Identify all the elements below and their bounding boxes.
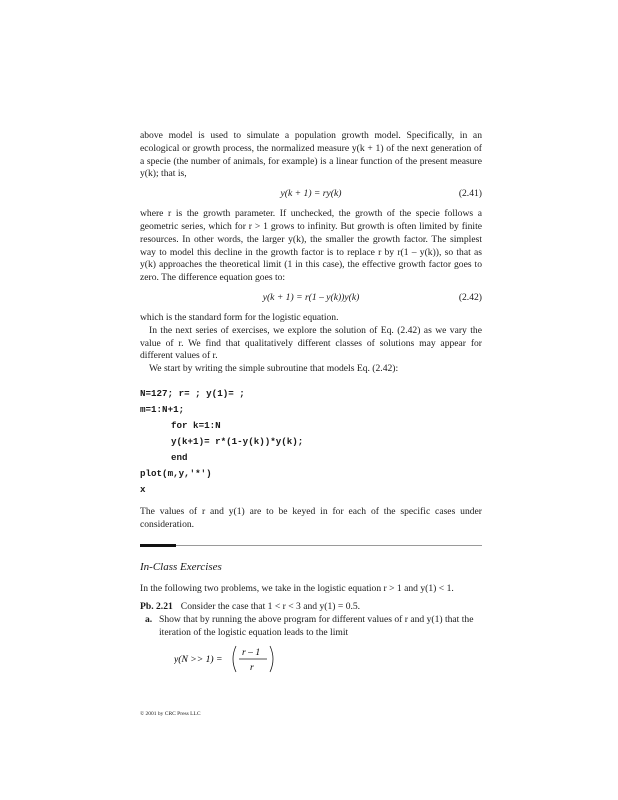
code-line: y(k+1)= r*(1-y(k))*y(k); [171,435,304,447]
limit-formula-graphic [174,642,314,676]
problem-statement: Consider the case that 1 < r < 3 and y(1) = 0.5. [180,601,361,613]
equation-2-42 [140,292,482,306]
equation-body: y(k + 1) = ry(k) [280,188,342,200]
limit-formula [174,642,482,676]
problem-2-21 [140,601,482,614]
code-line: for k=1:N [171,419,221,431]
section-divider [140,544,482,547]
equation-number: (2.41) [458,188,482,200]
code-line: x [140,483,146,495]
limit-lhs: y(N >> 1) = [174,653,223,665]
paragraph-1: above model is used to simulate a population growth model. Specifically, in an ecological or growth process, the normalized measure y(k + 1) of the next generation of a specie (the number of animals, for example) is a linear function of the present measure y(k); that is, [140,130,482,180]
equation-number: (2.42) [458,291,482,303]
copyright-footer: © 2001 by CRC Press LLC [140,711,201,717]
divider-thick [140,544,176,547]
problem-item-a [140,614,482,640]
section-title: In-Class Exercises [140,560,222,573]
paragraph-2: where r is the growth parameter. If unchecked, the growth of the specie follows a geometric series, which for r > 1 grows to infinity. But growth is often limited by finite resources. In other words, the larger y(k), the smaller the growth factor. The simplest way to model this decline in the growth factor is to replace r by r(1 – y(k)), so that as y(k) approaches the theoretical limit (1 in this case), the effective growth factor goes to zero. The difference equation goes to: [140,208,482,284]
paragraph-5: We start by writing the simple subroutine that models Eq. (2.42): [149,363,399,375]
equation-body: y(k + 1) = r(1 – y(k))y(k) [262,291,360,303]
limit-denominator: r [250,661,254,673]
paren-right [270,646,273,672]
page-body [140,130,482,676]
limit-numerator: r – 1 [242,646,261,658]
item-marker: a. [145,614,153,626]
section-intro: In the following two problems, we take in the logistic equation r > 1 and y(1) < 1. [140,582,454,594]
code-line: m=1:N+1; [140,403,185,415]
code-line: plot(m,y,'*') [140,467,212,479]
code-line: N=127; r= ; y(1)= ; [140,387,245,399]
equation-2-41 [140,188,482,202]
paragraph-3: which is the standard form for the logistic equation. [140,311,339,323]
item-text: Show that by running the above program for different values of r and y(1) that the iteration of the logistic equation leads to the limit [159,614,474,638]
paren-left [233,646,236,672]
problem-label: Pb. 2.21 [140,601,173,613]
code-line: end [171,451,188,463]
paragraph-6: The values of r and y(1) are to be keyed in for each of the specific cases under consideration. [140,505,482,530]
divider-thin [140,545,482,546]
paragraph-4: In the next series of exercises, we explore the solution of Eq. (2.42) as we vary the value of r. We find that qualitatively different classes of solutions may appear for different values of r. [140,324,482,362]
code-listing [140,386,482,498]
